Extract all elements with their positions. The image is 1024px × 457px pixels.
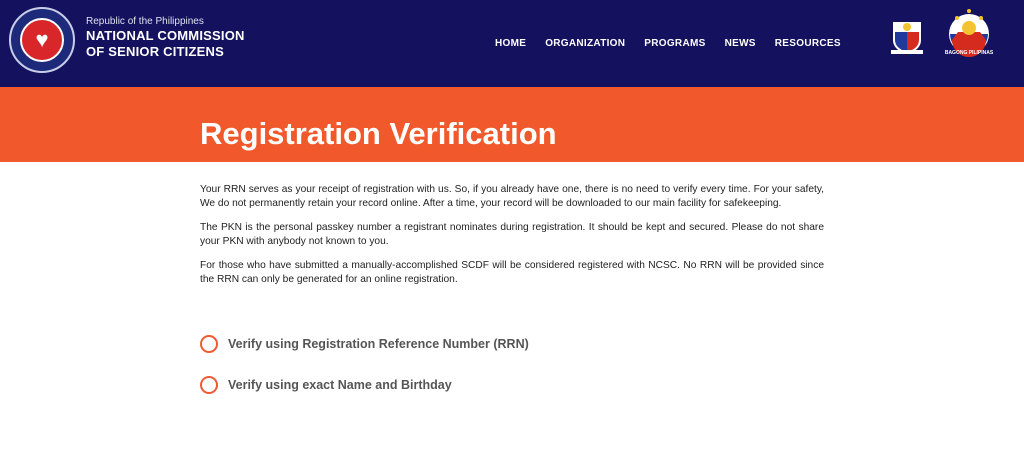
bagong-pilipinas-label: BAGONG PILIPINAS [944,50,994,56]
paragraph-rrn: Your RRN serves as your receipt of registration with us. So, if you already have one, there is no need to verify every time. For your safety, We do not permanently retain your record online. After a time, your record will be downloaded to our main facility for safekeeping. [200,184,824,209]
org-name-line1: NATIONAL COMMISSION [86,28,245,43]
paragraph-pkn: The PKN is the personal passkey number a registrant nominates during registration. It should be kept and secured. Please do not share your PKN with anybody not known to you. [200,222,824,247]
nav-home[interactable]: HOME [495,38,527,49]
nav-programs[interactable]: PROGRAMS [644,38,706,49]
philippine-coat-of-arms-icon [887,16,927,56]
nav-organization[interactable]: ORGANIZATION [545,38,626,49]
main-nav [495,38,841,49]
page-title: Registration Verification [200,116,557,151]
org-name-line2: OF SENIOR CITIZENS [86,44,224,59]
option-label: Verify using exact Name and Birthday [228,378,452,392]
ncsc-logo[interactable] [9,7,75,73]
nav-resources[interactable]: RESOURCES [774,38,841,49]
nav-news[interactable]: NEWS [724,38,756,49]
option-verify-rrn[interactable] [200,335,529,353]
info-text [200,183,824,297]
option-verify-name-birthday[interactable] [200,376,452,394]
heart-icon: ♥ [20,18,64,62]
option-label: Verify using Registration Reference Number (RRN) [228,337,529,351]
republic-label: Republic of the Philippines [86,16,204,27]
site-header [0,0,1024,87]
paragraph-scdf: For those who have submitted a manually-accomplished SCDF will be considered registered with NCSC. No RRN will be provided since the RRN can only be generated for an online registration. [200,260,824,285]
brand[interactable] [86,16,245,59]
radio-button[interactable] [200,376,218,394]
radio-button[interactable] [200,335,218,353]
